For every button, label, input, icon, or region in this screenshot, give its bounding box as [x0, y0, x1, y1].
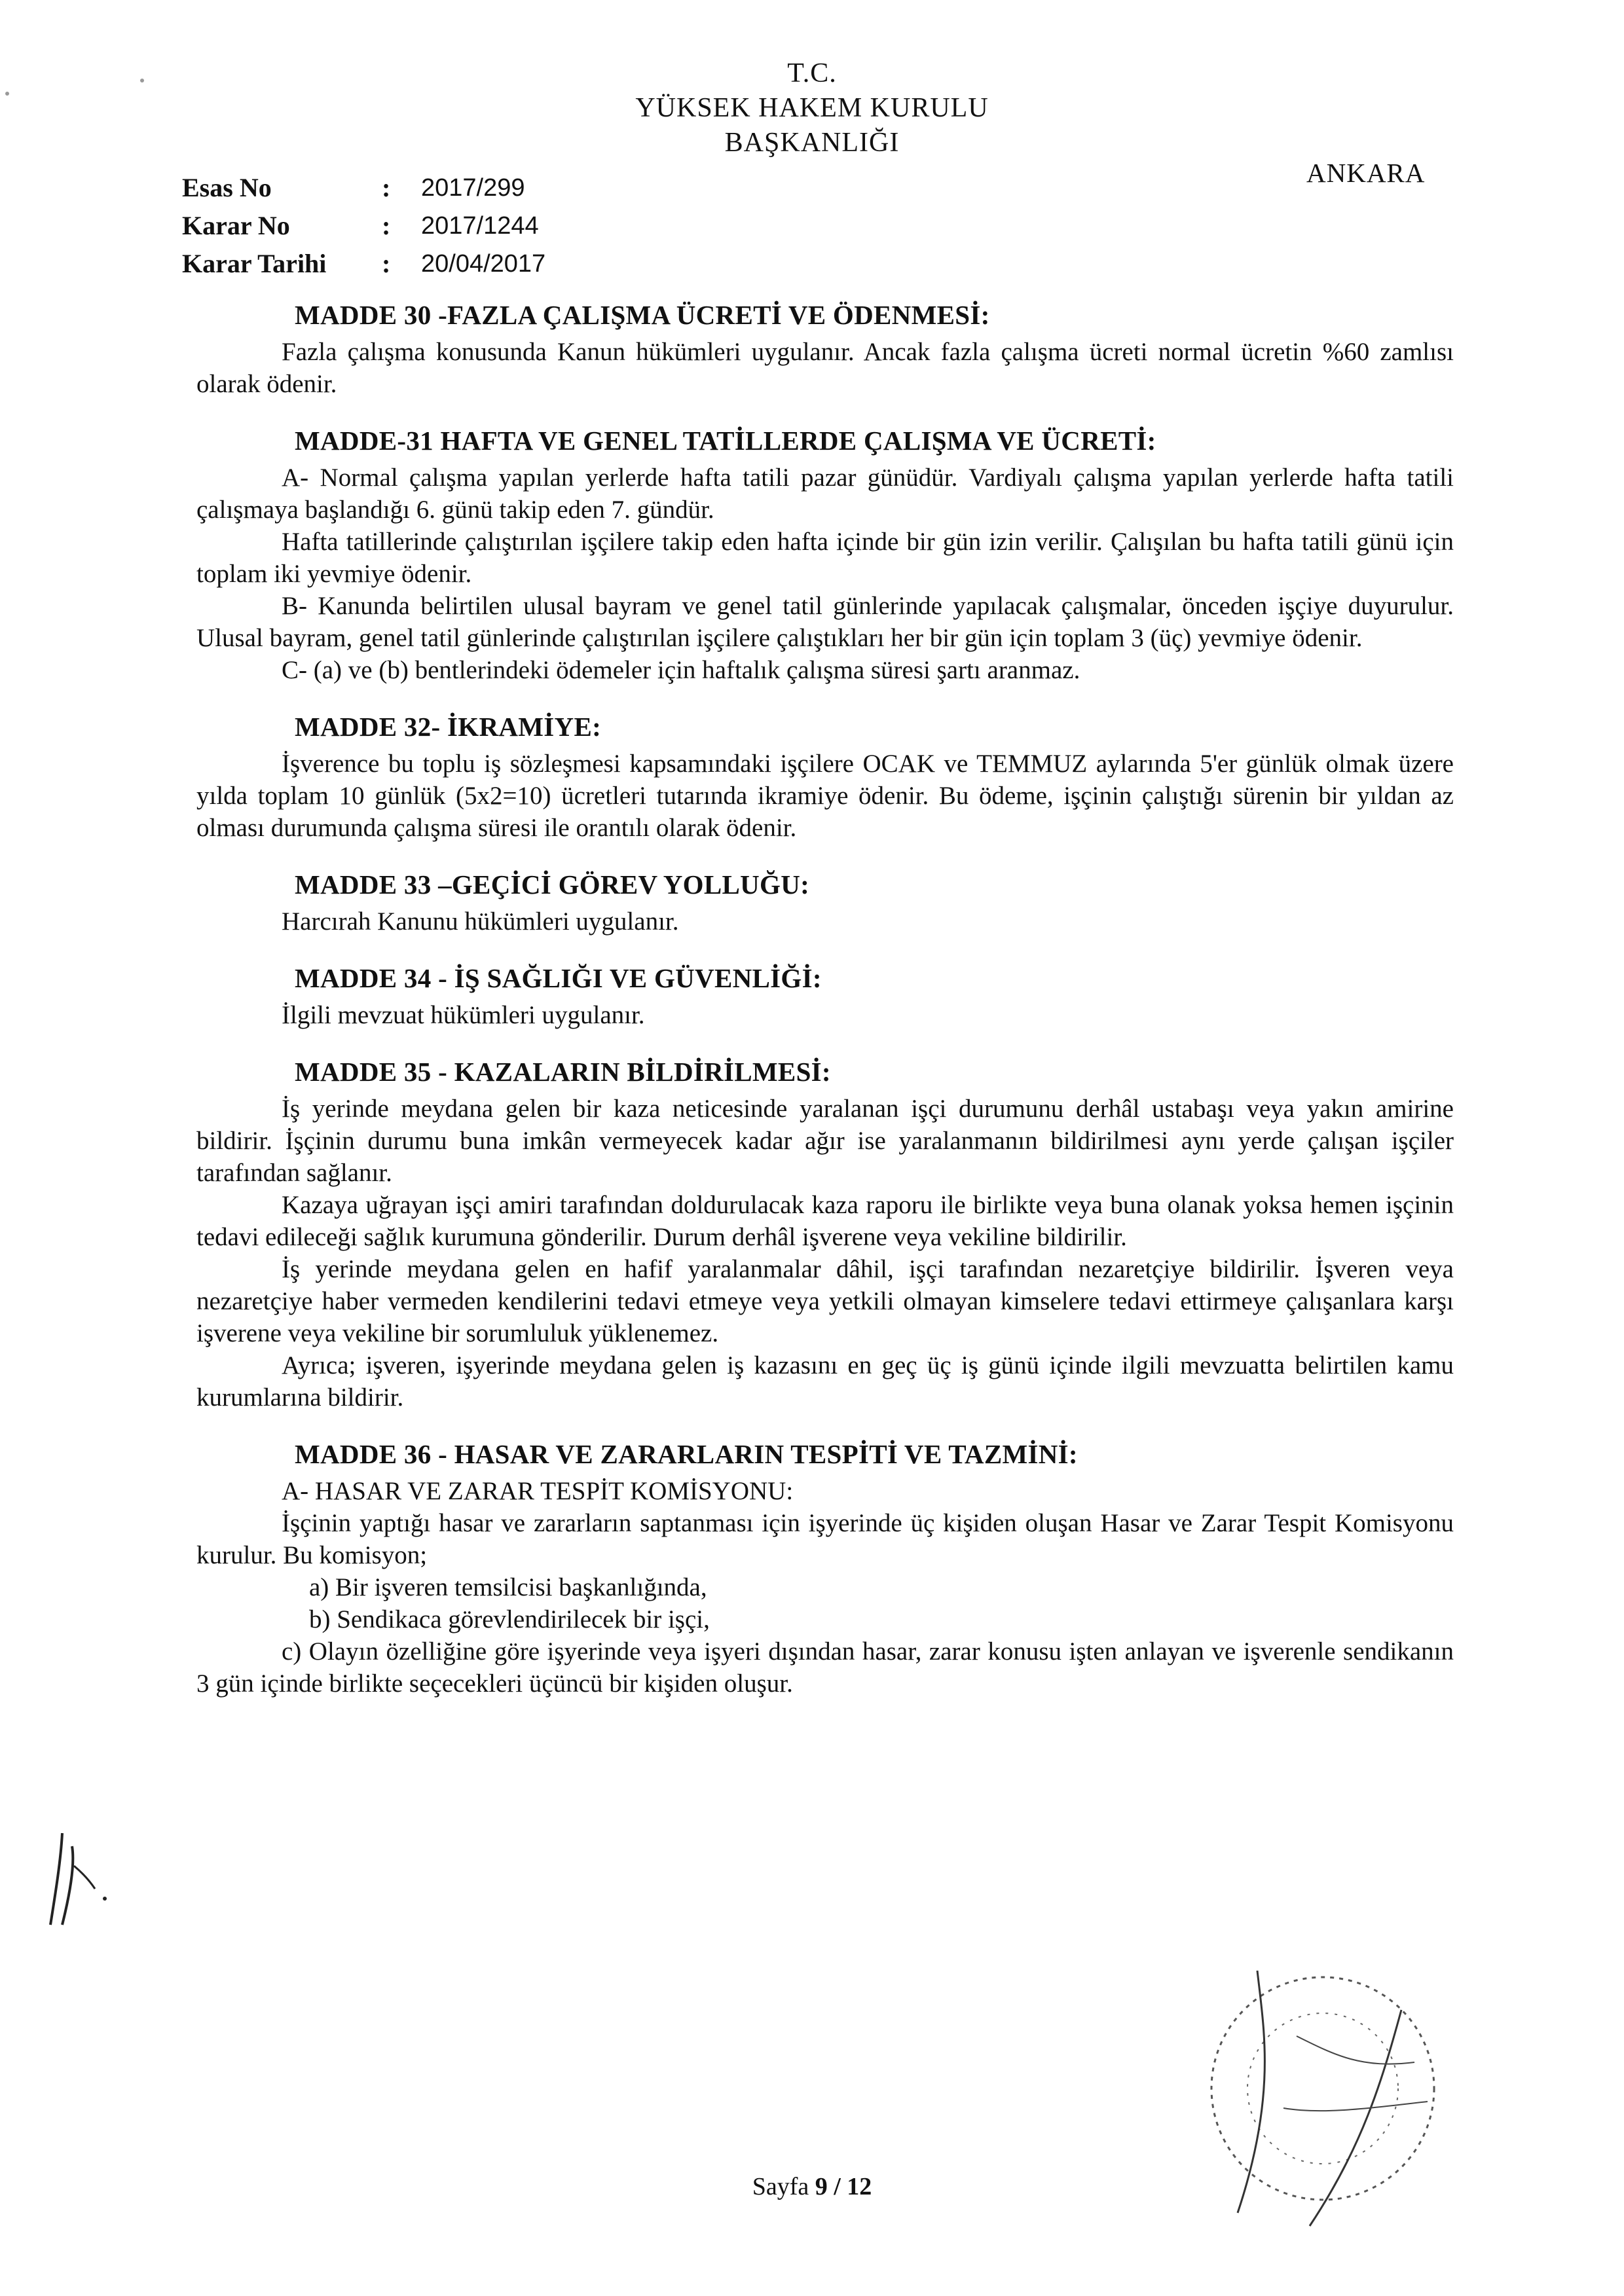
section-title: MADDE-31 HAFTA VE GENEL TATİLLERDE ÇALIŞMA VE ÜCRETİ:: [295, 426, 1156, 456]
section-paragraph: Ayrıca; işveren, işyerinde meydana gelen iş kazasını en geç üç iş günü içinde ilgili mevzuatta belirtilen kamu kurumlarına bildirir.: [196, 1351, 1454, 1412]
section-title: MADDE 30 -FAZLA ÇALIŞMA ÜCRETİ VE ÖDENMESİ:: [295, 300, 990, 330]
section-paragraph: Kazaya uğrayan işçi amiri tarafından doldurulacak kaza raporu ile birlikte veya buna olanak yoksa hemen işçinin tedavi edileceği sağlık kurumuna gönderilir. Durum derhâl işverene veya vekiline bildirilir.: [196, 1191, 1454, 1251]
document-body: [196, 298, 1454, 1723]
section-paragraph: İşçinin yaptığı hasar ve zararların saptanması için işyerinde üç kişiden oluşan Hasar ve Zarar Tespit Komisyonu kurulur. Bu komisyon;: [196, 1509, 1454, 1569]
header-tc: T.C.: [787, 58, 837, 88]
meta-row-tarih: Karar Tarihi : 20/04/2017: [182, 245, 545, 283]
header-presidency: BAŞKANLIĞI: [724, 128, 900, 158]
section-paragraph: Hafta tatillerinde çalıştırılan işçilere takip eden hafta içinde bir gün izin verilir. Çalışılan bu hafta tatili günü için toplam iki yevmiye ödenir.: [196, 528, 1454, 588]
list-item: c) Olayın özelliğine göre işyerinde veya işyeri dışından hasar, zarar konusu işten anlayan ve işverenle sendikanın 3 gün içinde birlikte seçecekleri üçüncü bir kişiden oluşur.: [196, 1637, 1454, 1698]
section-madde-30: [196, 298, 1454, 400]
document-header: [0, 56, 1624, 160]
section-paragraph: B- Kanunda belirtilen ulusal bayram ve genel tatil günlerinde yapılacak çalışmalar, önceden işçiye duyurulur. Ulusal bayram, genel tatil günlerinde çalıştırılan işçilere çalıştıkları her bir gün için toplam 3 (üç) yevmiye ödenir.: [196, 592, 1454, 652]
section-title: MADDE 35 - KAZALARIN BİLDİRİLMESİ:: [295, 1057, 831, 1087]
page-total: 12: [847, 2173, 872, 2200]
section-madde-36: [196, 1437, 1454, 1700]
meta-value: 2017/299: [421, 174, 525, 202]
seal-stamp-icon: [1166, 1951, 1460, 2246]
meta-row-esas: Esas No : 2017/299: [182, 169, 545, 207]
section-paragraph: C- (a) ve (b) bentlerindeki ödemeler için haftalık çalışma süresi şartı aranmaz.: [282, 656, 1080, 684]
meta-value: 20/04/2017: [421, 250, 546, 278]
meta-row-karar: Karar No : 2017/1244: [182, 207, 545, 245]
section-paragraph: İş yerinde meydana gelen en hafif yaralanmalar dâhil, işçi tarafından nezaretçiye bildirilir. İşveren veya nezaretçiye haber vermeden kendilerini tedavi etmeye veya yetkili olmayan kimselere tedavi ettirmeye çalışanlara karşı işverene veya vekiline bir sorumluluk yüklenemez.: [196, 1255, 1454, 1347]
page-current: 9: [815, 2173, 828, 2200]
section-madde-34: [196, 961, 1454, 1031]
section-paragraph: İşverence bu toplu iş sözleşmesi kapsamındaki işçilere OCAK ve TEMMUZ aylarında 5'er günlük olmak üzere yılda toplam 10 günlük (5x2=10) ücretleri tutarında ikramiye ödenir. Bu ödeme, işçinin çalıştığı sürenin bir yıldan az olması durumunda çalışma süresi ile orantılı olarak ödenir.: [196, 750, 1454, 842]
page-separator: /: [834, 2173, 841, 2200]
header-institution: YÜKSEK HAKEM KURULU: [635, 93, 989, 123]
section-subtitle: A- HASAR VE ZARAR TESPİT KOMİSYONU:: [282, 1477, 794, 1505]
section-paragraph: Harcırah Kanunu hükümleri uygulanır.: [282, 907, 679, 936]
page-label: Sayfa: [752, 2173, 809, 2200]
section-madde-33: [196, 867, 1454, 938]
meta-label: Karar Tarihi: [182, 249, 327, 278]
section-title: MADDE 36 - HASAR VE ZARARLARIN TESPİTİ VE TAZMİNİ:: [295, 1439, 1078, 1469]
meta-label: Esas No: [182, 173, 272, 202]
section-paragraph: A- Normal çalışma yapılan yerlerde hafta tatili pazar günüdür. Vardiyalı çalışma yapılan yerlerde hafta tatili çalışmaya başlandığı 6. günü takip eden 7. gündür.: [196, 464, 1454, 524]
section-title: MADDE 33 –GEÇİCİ GÖREV YOLLUĞU:: [295, 869, 810, 900]
section-madde-31: [196, 424, 1454, 686]
section-title: MADDE 34 - İŞ SAĞLIĞI VE GÜVENLİĞİ:: [295, 963, 822, 993]
section-paragraph: İlgili mevzuat hükümleri uygulanır.: [282, 1001, 645, 1029]
list-item: b) Sendikaca görevlendirilecek bir işçi,: [309, 1605, 710, 1633]
handwritten-initials: [36, 1827, 115, 1931]
section-madde-35: [196, 1055, 1454, 1413]
meta-label: Karar No: [182, 211, 290, 240]
header-city: ANKARA: [1306, 158, 1426, 188]
section-paragraph: İş yerinde meydana gelen bir kaza neticesinde yaralanan işçi durumunu derhâl ustabaşı veya yakın amirine bildirir. İşçinin durumu buna imkân vermeyecek kadar ağır ise yaralanmanın bildirilmesi aynı yerde çalışan işçiler tarafından sağlanır.: [196, 1095, 1454, 1187]
meta-value: 2017/1244: [421, 212, 539, 240]
section-title: MADDE 32- İKRAMİYE:: [295, 712, 602, 742]
case-meta: [182, 169, 545, 283]
list-item: a) Bir işveren temsilcisi başkanlığında,: [309, 1573, 707, 1601]
section-paragraph: Fazla çalışma konusunda Kanun hükümleri uygulanır. Ancak fazla çalışma ücreti normal ücretin %60 zamlısı olarak ödenir.: [196, 338, 1454, 398]
section-madde-32: [196, 710, 1454, 844]
